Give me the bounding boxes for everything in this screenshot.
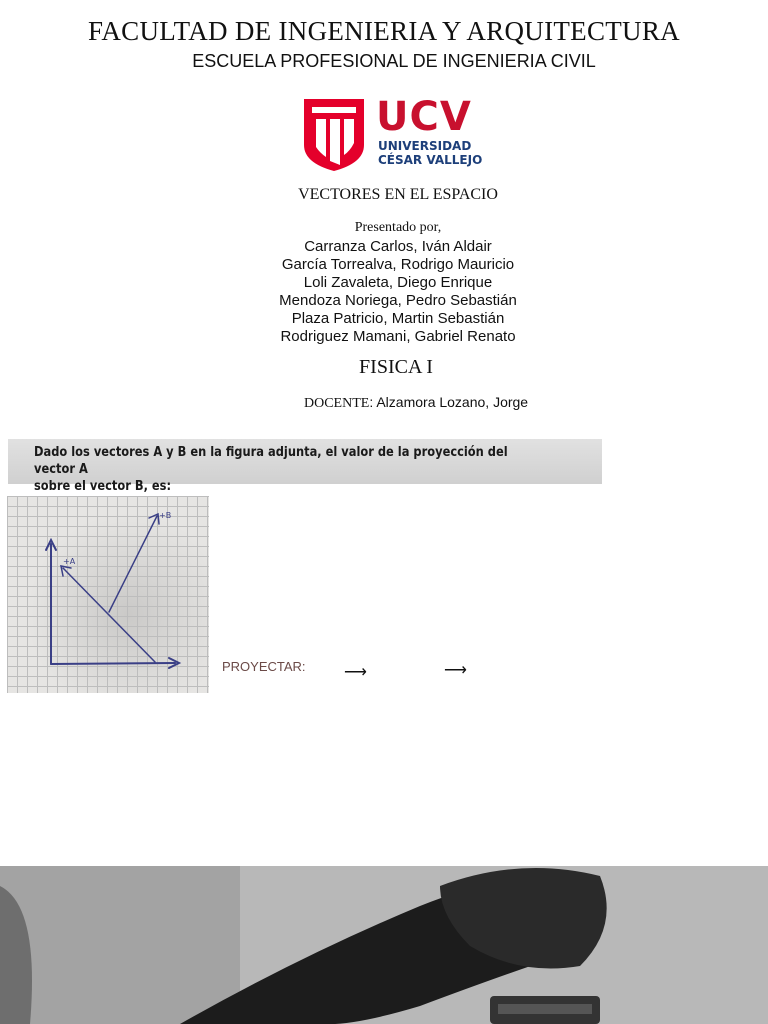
author-name: García Torrealva, Rodrigo Mauricio	[281, 256, 515, 273]
vector-figure	[7, 496, 209, 693]
logo-university-name	[378, 139, 482, 167]
project-label: PROYECTAR:	[222, 659, 306, 674]
teacher-label: DOCENTE	[304, 396, 370, 411]
vector-b-label: +B	[159, 511, 172, 520]
author-name: Loli Zavaleta, Diego Enrique	[303, 274, 493, 291]
teacher-line	[304, 394, 528, 412]
school-subtitle: ESCUELA PROFESIONAL DE INGENIERIA CIVIL	[192, 51, 596, 71]
course-title: FISICA I	[359, 356, 433, 378]
x-axis	[51, 663, 175, 664]
presented-by: Presentado por,	[354, 220, 442, 235]
vector-b-line	[109, 516, 157, 612]
ucv-shield-icon	[302, 97, 366, 173]
teacher-name: Alzamora Lozano, Jorge	[376, 394, 529, 410]
faculty-title: FACULTAD DE INGENIERIA Y ARQUITECTURA	[88, 16, 680, 46]
author-name: Mendoza Noriega, Pedro Sebastián	[279, 292, 517, 309]
author-name: Carranza Carlos, Iván Aldair	[304, 238, 492, 255]
teacher-colon: :	[369, 394, 377, 410]
problem-line: Dado los vectores A y B en la figura adjunta, el valor de la proyección del vector A	[34, 445, 508, 477]
vector-arrow-icon: ⟶	[344, 664, 367, 681]
logo-line2: CÉSAR VALLEJO	[378, 153, 483, 167]
logo-line1: UNIVERSIDAD	[378, 139, 472, 153]
vector-arrow-icon: ⟶	[444, 662, 467, 679]
vector-a-label: +A	[63, 557, 76, 566]
vector-a-line	[63, 568, 155, 662]
authors-list	[0, 238, 768, 346]
photo-shapes	[0, 866, 768, 1024]
author-name: Rodriguez Mamani, Gabriel Renato	[280, 328, 516, 345]
logo-brand: UCV	[376, 94, 472, 140]
bottom-photo	[0, 866, 768, 1024]
problem-statement	[34, 444, 527, 495]
problem-line: sobre el vector B, es:	[34, 479, 172, 494]
topic-title: VECTORES EN EL ESPACIO	[298, 186, 498, 203]
vector-sketch	[7, 496, 209, 693]
author-name: Plaza Patricio, Martin Sebastián	[291, 310, 505, 327]
